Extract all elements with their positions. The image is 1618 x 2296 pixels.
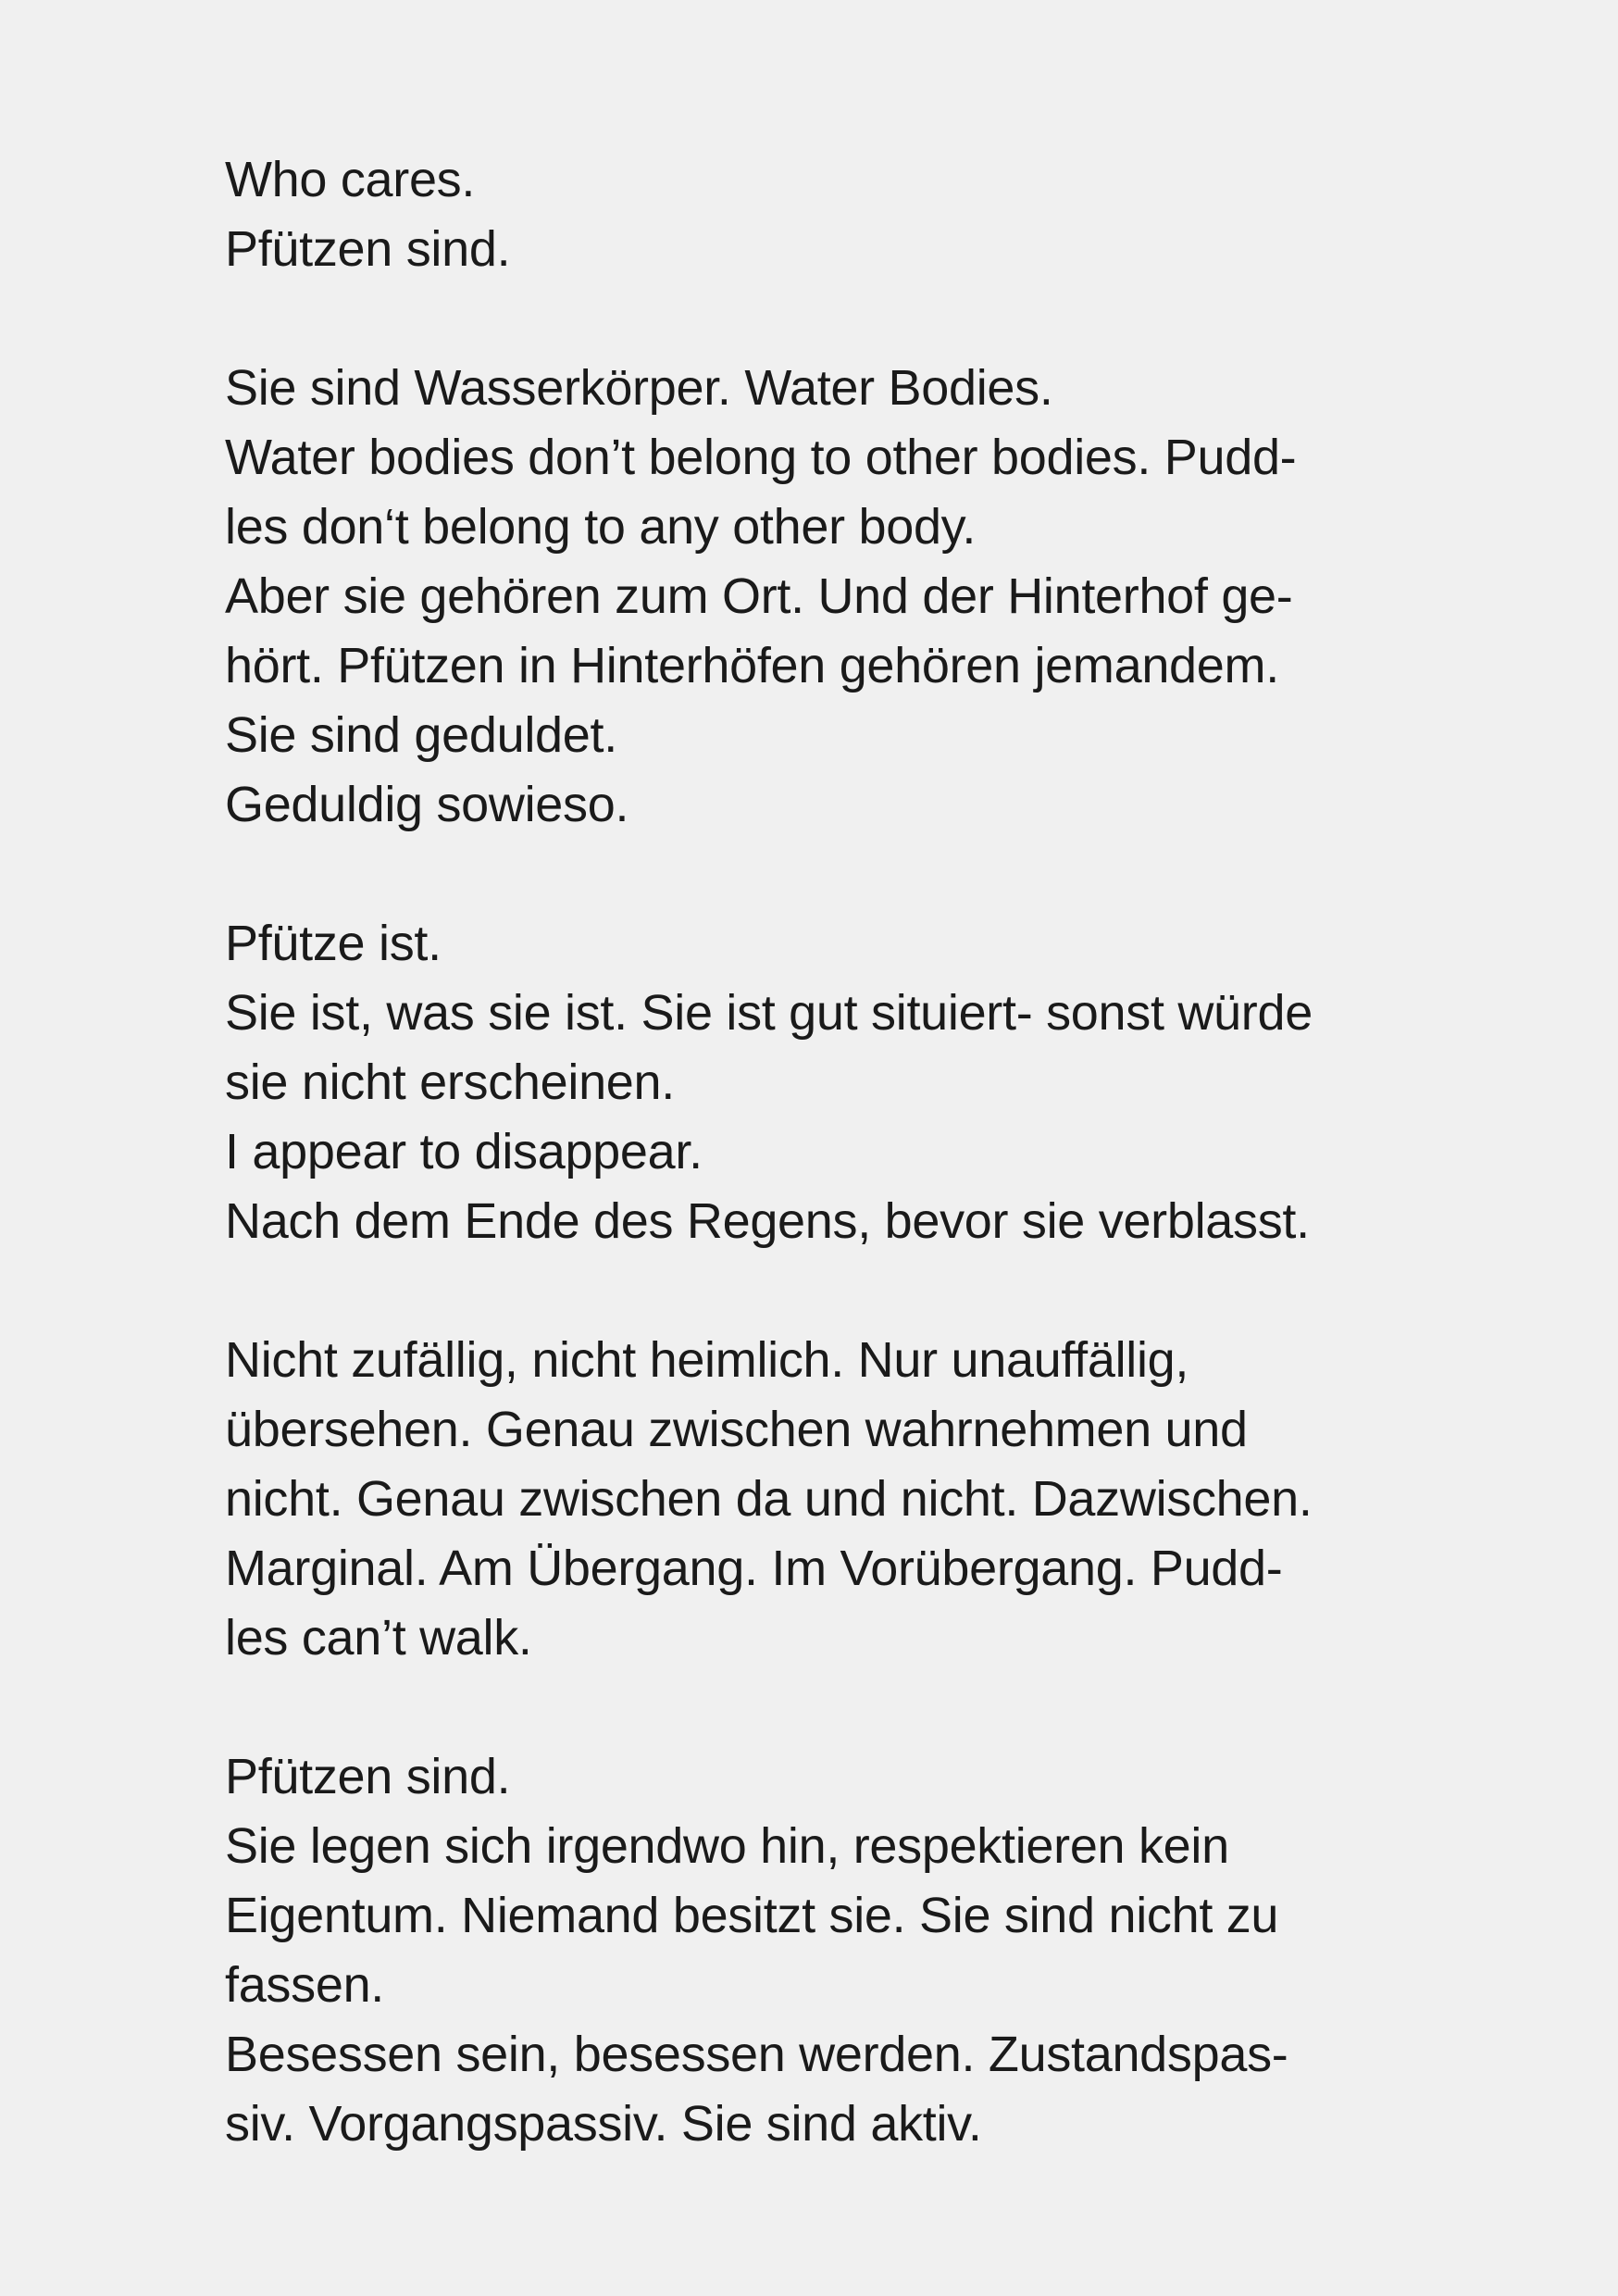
text-line: Eigentum. Niemand besitzt sie. Sie sind nicht zu xyxy=(225,1888,1279,1943)
text-line: sie nicht erscheinen. xyxy=(225,1054,675,1110)
text-line: Aber sie gehören zum Ort. Und der Hinterhof ge- xyxy=(225,568,1293,624)
stanza-5 xyxy=(225,1742,1428,2159)
stanza-2 xyxy=(225,354,1428,840)
stanza-1 xyxy=(225,145,1428,284)
text-line: fassen. xyxy=(225,1957,385,2013)
text-line: nicht. Genau zwischen da und nicht. Dazwischen. xyxy=(225,1471,1313,1527)
text-line: Sie sind geduldet. xyxy=(225,707,617,763)
text-line: Sie legen sich irgendwo hin, respektieren kein xyxy=(225,1818,1229,1874)
text-line: hört. Pfützen in Hinterhöfen gehören jemandem. xyxy=(225,638,1279,693)
text-line: siv. Vorgangspassiv. Sie sind aktiv. xyxy=(225,2096,982,2152)
text-line: Pfütze ist. xyxy=(225,916,442,971)
stanza-4 xyxy=(225,1326,1428,1673)
text-line: les can’t walk. xyxy=(225,1610,532,1666)
stanza-3 xyxy=(225,909,1428,1256)
text-line: Sie ist, was sie ist. Sie ist gut situiert- sonst würde xyxy=(225,985,1313,1041)
text-line: Nach dem Ende des Regens, bevor sie verblasst. xyxy=(225,1193,1310,1249)
text-line: Nicht zufällig, nicht heimlich. Nur unauffällig, xyxy=(225,1332,1189,1388)
text-line: Pfützen sind. xyxy=(225,221,511,277)
text-line: I appear to disappear. xyxy=(225,1124,703,1179)
text-line: Besessen sein, besessen werden. Zustandspas- xyxy=(225,2027,1288,2082)
text-line: Sie sind Wasserkörper. Water Bodies. xyxy=(225,360,1053,416)
text-line: Geduldig sowieso. xyxy=(225,777,629,832)
text-line: les don‘t belong to any other body. xyxy=(225,499,977,555)
text-line: Pfützen sind. xyxy=(225,1749,511,1804)
text-line: übersehen. Genau zwischen wahrnehmen und xyxy=(225,1402,1248,1457)
text-line: Marginal. Am Übergang. Im Vorübergang. Pudd- xyxy=(225,1541,1283,1596)
text-line: Who cares. xyxy=(225,152,476,207)
poem-text xyxy=(225,145,1428,2159)
text-line: Water bodies don’t belong to other bodies. Pudd- xyxy=(225,430,1297,485)
